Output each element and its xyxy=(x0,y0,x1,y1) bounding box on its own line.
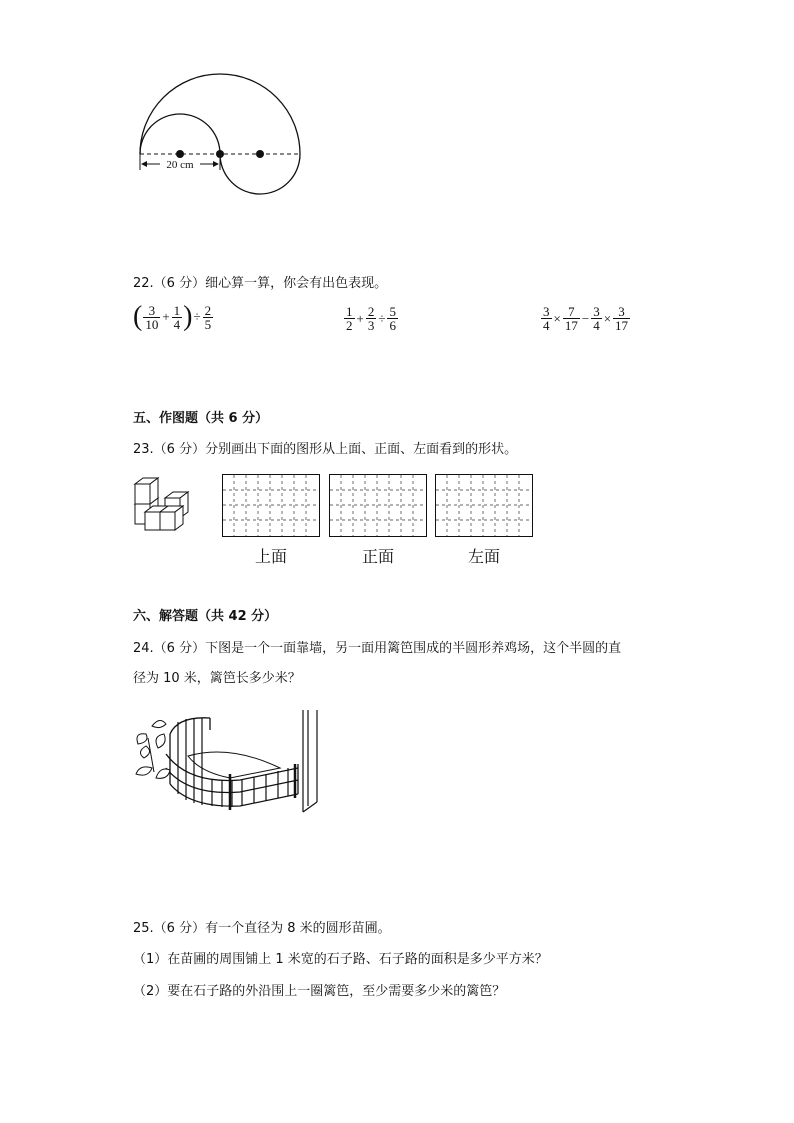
large-arc xyxy=(140,74,300,154)
center-dot xyxy=(216,150,224,158)
top-view-label: 上面 xyxy=(254,547,287,566)
operator: − xyxy=(581,310,590,326)
fraction: $\frac{3}{4}$ xyxy=(593,304,600,333)
front-view-grid[interactable] xyxy=(329,474,427,537)
fraction: $\frac{2}{3}$ xyxy=(367,304,375,333)
center-dot xyxy=(256,150,264,158)
q22-title: 22.（6 分）细心算一算，你会有出色表现。 xyxy=(133,276,388,291)
fraction: $\frac{2}{5}$ xyxy=(204,302,212,332)
fraction: $\frac{7}{17}$ xyxy=(564,304,578,333)
left-view-label: 左面 xyxy=(467,547,500,566)
arrow-right xyxy=(213,161,219,167)
left-paren: ( xyxy=(133,301,143,332)
section-5-heading: 五、作图题（共 6 分） xyxy=(133,411,269,426)
q25-part-1: （1）在苗圃的周围铺上 1 米宽的石子路、石子路的面积是多少平方米？ xyxy=(133,952,548,967)
cube-stack-figure xyxy=(130,474,200,534)
fraction: $\frac{3}{4}$ xyxy=(543,304,550,333)
section-6-heading: 六、解答题（共 42 分） xyxy=(133,609,278,624)
fraction: $\frac{5}{6}$ xyxy=(389,304,396,333)
right-paren: ) xyxy=(183,301,193,332)
operator: + xyxy=(356,310,364,326)
q22-expression-1 xyxy=(133,303,214,331)
semicircle-figure xyxy=(130,60,320,200)
operator: ÷ xyxy=(378,310,386,326)
lower-arc xyxy=(220,154,300,194)
left-view-grid[interactable] xyxy=(435,474,533,537)
q22-expression-3 xyxy=(540,305,631,332)
fraction: $\frac{1}{2}$ xyxy=(346,304,353,333)
q22-expression-2 xyxy=(343,305,399,332)
center-dot xyxy=(176,150,184,158)
q25-title: 25.（6 分）有一个直径为 8 米的圆形苗圃。 xyxy=(133,921,391,936)
operator: + xyxy=(162,309,170,324)
q24-line-2: 径为 10 米，篱笆长多少米？ xyxy=(133,671,301,686)
fraction: $\frac{3}{17}$ xyxy=(615,304,629,333)
operator: × xyxy=(553,310,561,326)
fraction: $\frac{3}{10}$ xyxy=(145,302,159,332)
q24-line-1: 24.（6 分）下图是一个一面靠墙，另一面用篱笆围成的半圆形养鸡场，这个半圆的直 xyxy=(133,641,622,656)
front-view-label: 正面 xyxy=(361,547,394,566)
small-upper-arc xyxy=(140,114,220,154)
fraction: $\frac{1}{4}$ xyxy=(173,302,181,332)
arrow-left xyxy=(141,161,147,167)
plant-decoration xyxy=(136,720,170,778)
dimension-label: 20 cm xyxy=(166,159,194,171)
q25-part-2: （2）要在石子路的外沿围上一圈篱笆，至少需要多少米的篱笆？ xyxy=(133,984,506,999)
top-view-grid[interactable] xyxy=(222,474,320,537)
operator: × xyxy=(603,310,612,326)
operator: ÷ xyxy=(193,309,201,324)
fence-illustration xyxy=(130,708,330,818)
q23-title: 23.（6 分）分别画出下面的图形从上面、正面、左面看到的形状。 xyxy=(133,442,518,457)
